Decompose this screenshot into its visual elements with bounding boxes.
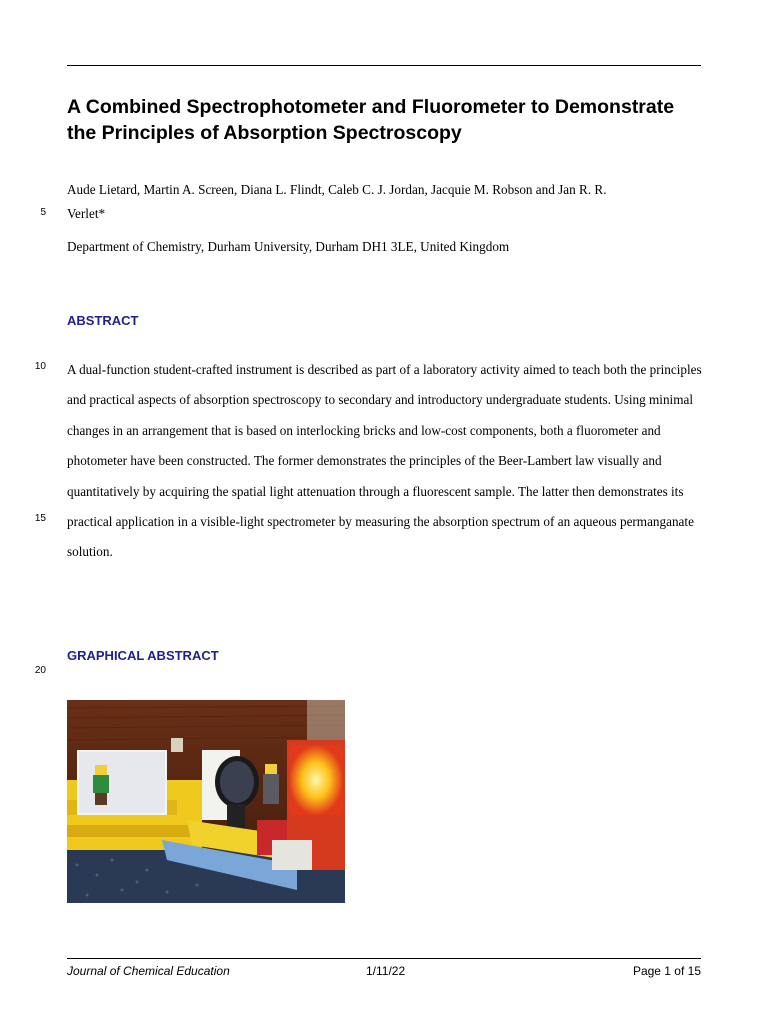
author-line-2: Verlet* (67, 206, 106, 221)
footer-journal-name: Journal of Chemical Education (67, 964, 230, 978)
affiliation: Department of Chemistry, Durham University, Durham DH1 3LE, United Kingdom (67, 239, 510, 254)
line-number-15: 15 (34, 513, 46, 524)
line-number-10: 10 (34, 361, 46, 372)
footer-page-number: Page 1 of 15 (632, 964, 701, 978)
footer-rule (67, 958, 701, 959)
graphical-abstract-image (67, 700, 345, 903)
author-list (67, 178, 697, 226)
graphical-abstract-heading: GRAPHICAL ABSTRACT (67, 648, 219, 663)
author-line-1: Aude Lietard, Martin A. Screen, Diana L. Flindt, Caleb C. J. Jordan, Jacquie M. Robson and Jan R. R. (67, 182, 607, 197)
abstract-heading: ABSTRACT (67, 313, 139, 328)
top-rule (67, 65, 701, 66)
paper-title: A Combined Spectrophotometer and Fluorometer to Demonstrate the Principles of Absorption Spectroscopy (67, 96, 675, 144)
line-number-20: 20 (34, 665, 46, 676)
footer-date: 1/11/22 (366, 964, 406, 978)
line-number-5: 5 (40, 207, 46, 218)
abstract-body: A dual-function student-crafted instrument is described as part of a laboratory activity aimed to teach both the principles and practical aspects of absorption spectroscopy to secondary and introductory undergraduate students. Using minimal changes in an arrangement that is based on interlocking bricks and low-cost components, both a fluorometer and photometer have been constructed. The former demonstrates the principles of the Beer-Lambert law visually and quantitatively by acquiring the spatial light attenuation through a fluorescent sample. The latter then demonstrates its practical application in a visible-light spectrometer by measuring the absorption spectrum of an aqueous permanganate solution. (67, 362, 702, 560)
